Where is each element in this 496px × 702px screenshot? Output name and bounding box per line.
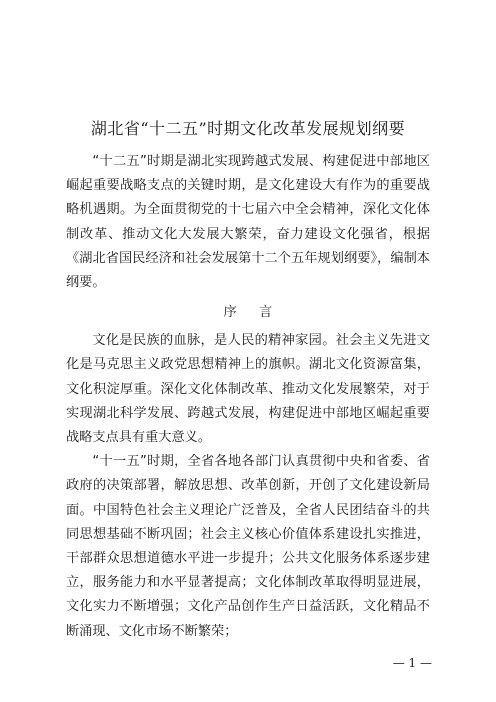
section-heading-preface [66, 301, 430, 325]
document-body [66, 150, 430, 644]
section-heading-right: 言 [259, 305, 273, 321]
section-heading-left: 序 [223, 305, 237, 321]
intro-paragraph: “十二五”时期是湖北实现跨越式发展、构建促进中部地区崛起重要战略支点的关键时期，是文化建设大有作为的重要战略机遇期。为全面贯彻党的十七届六中全会精神，深化文化体制改革、推动文化大发展大繁荣，奋力建设文化强省，根据《湖北省国民经济和社会发展第十二个五年规划纲要》，编制本纲要。 [66, 154, 430, 291]
page-number: — 1 — [392, 656, 432, 670]
document-title: 湖北省“十二五”时期文化改革发展规划纲要 [90, 119, 406, 138]
body-paragraph-2: “十一五”时期，全省各地各部门认真贯彻中央和省委、省政府的决策部署，解放思想、改革创新，开创了文化建设新局面。中国特色社会主义理论广泛普及，全省人民团结奋斗的共同思想基础不断巩固；社会主义核心价值体系建设扎实推进，干部群众思想道德水平进一步提升；公共文化服务体系逐步建立，服务能力和水平显著提高；文化体制改革取得明显进展，文化实力不断增强；文化产品创作生产日益活跃，文化精品不断涌现、文化市场不断繁荣； [66, 454, 430, 639]
body-paragraph-1: 文化是民族的血脉，是人民的精神家园。社会主义先进文化是马克思主义政党思想精神上的旗帜。湖北文化资源富集，文化积淀厚重。深化文化体制改革、推动文化发展繁荣，对于实现湖北科学发展、跨越式发展，构建促进中部地区崛起重要战略支点具有重大意义。 [66, 333, 430, 446]
